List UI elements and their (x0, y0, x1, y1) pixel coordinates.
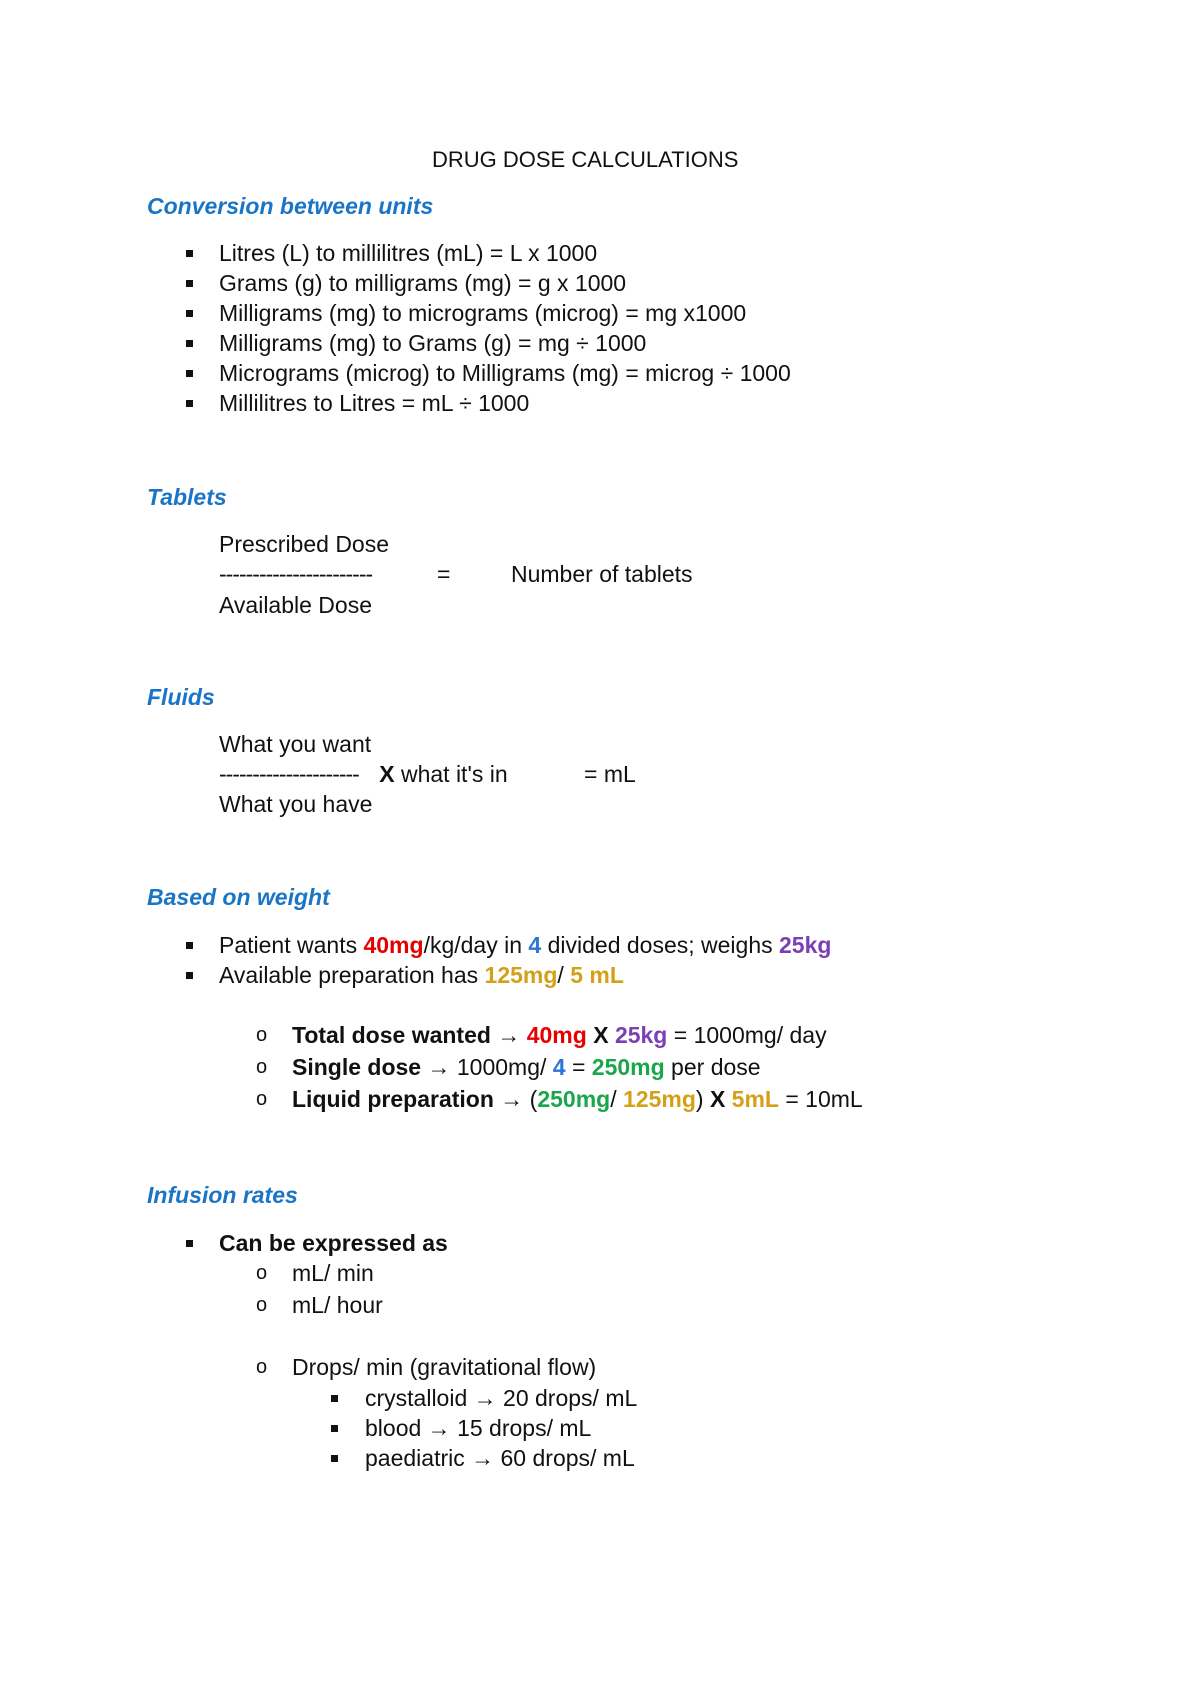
arrow-right-icon: → (427, 1054, 451, 1080)
list-item: Micrograms (microg) to Milligrams (mg) = microg ÷ 1000 (219, 360, 791, 386)
liquid-label: Liquid preparation (292, 1086, 494, 1112)
liquid-amount: 125mg (623, 1086, 696, 1112)
fluids-fraction-line: --------------------- (219, 761, 359, 787)
total-weight: 25kg (614, 1022, 668, 1048)
available-text: Available preparation has (219, 962, 485, 988)
liquid-text: / (610, 1086, 623, 1112)
available-amount: 125mg (484, 962, 558, 988)
tablets-fraction-line: ----------------------- (219, 561, 373, 587)
square-bullet-icon (186, 942, 193, 949)
drop-item (365, 1414, 591, 1442)
patient-divisions: 4 (528, 932, 542, 958)
circle-bullet-icon: o (256, 1294, 268, 1316)
total-result: = 1000mg/ day (667, 1022, 827, 1048)
fluids-formula-line (219, 760, 508, 788)
square-bullet-icon (331, 1395, 338, 1402)
square-bullet-icon (331, 1455, 338, 1462)
single-text: per dose (664, 1054, 761, 1080)
tablets-numerator: Prescribed Dose (219, 531, 390, 557)
circle-bullet-icon: o (256, 1024, 268, 1046)
fluids-numerator: What you want (219, 731, 372, 757)
tablets-result: Number of tablets (511, 561, 693, 587)
liquid-text: ( (523, 1086, 538, 1112)
circle-bullet-icon: o (256, 1262, 268, 1284)
page-title: DRUG DOSE CALCULATIONS (432, 147, 739, 172)
circle-bullet-icon: o (256, 1356, 268, 1378)
list-item: Grams (g) to milligrams (mg) = g x 1000 (219, 270, 627, 296)
liquid-dose: 250mg (537, 1086, 611, 1112)
fluids-denominator: What you have (219, 791, 373, 817)
list-item: Milligrams (mg) to micrograms (microg) = mg x1000 (219, 300, 747, 326)
square-bullet-icon (186, 310, 193, 317)
available-volume: 5 mL (570, 962, 624, 988)
liquid-result: = 10mL (778, 1086, 863, 1112)
list-item: Litres (L) to millilitres (mL) = L x 1000 (219, 240, 598, 266)
arrow-right-icon: → (497, 1022, 521, 1048)
single-dose-line (292, 1053, 761, 1081)
square-bullet-icon (186, 400, 193, 407)
drop-name: paediatric (365, 1445, 465, 1471)
liquid-volume: 5mL (731, 1086, 779, 1112)
infusion-drops: Drops/ min (gravitational flow) (292, 1354, 597, 1380)
fluids-result: = mL (584, 761, 636, 787)
single-divisions: 4 (552, 1054, 566, 1080)
section-heading-fluids: Fluids (147, 684, 215, 710)
fluids-times: X (379, 761, 395, 787)
available-line (219, 961, 624, 989)
square-bullet-icon (331, 1425, 338, 1432)
square-bullet-icon (186, 340, 193, 347)
section-heading-conversion: Conversion between units (147, 193, 434, 219)
patient-text: /kg/day in (423, 932, 529, 958)
drop-rate: 20 drops/ mL (503, 1385, 638, 1411)
drop-name: crystalloid (365, 1385, 468, 1411)
section-heading-tablets: Tablets (147, 484, 227, 510)
circle-bullet-icon: o (256, 1056, 268, 1078)
infusion-unit-item: mL/ min (292, 1260, 374, 1286)
single-text: 1000mg/ (450, 1054, 553, 1080)
patient-text: Patient wants (219, 932, 364, 958)
tablets-denominator: Available Dose (219, 592, 373, 618)
drop-rate: 15 drops/ mL (457, 1415, 592, 1441)
fluids-times-rest: what it's in (400, 761, 508, 787)
section-heading-infusion: Infusion rates (147, 1182, 298, 1208)
drop-name: blood (365, 1415, 422, 1441)
single-label: Single dose (292, 1054, 422, 1080)
square-bullet-icon (186, 250, 193, 257)
arrow-right-icon: → (473, 1385, 497, 1411)
patient-dose: 40mg (363, 932, 424, 958)
arrow-right-icon: → (500, 1086, 524, 1112)
arrow-right-icon: → (427, 1415, 451, 1441)
available-text: / (557, 962, 571, 988)
total-dose-line (292, 1021, 827, 1049)
patient-text: divided doses; weighs (541, 932, 780, 958)
arrow-right-icon: → (471, 1445, 495, 1471)
square-bullet-icon (186, 280, 193, 287)
drop-item (365, 1444, 635, 1472)
infusion-expressed: Can be expressed as (219, 1230, 448, 1256)
infusion-unit-item: mL/ hour (292, 1292, 383, 1318)
total-dose: 40mg (526, 1022, 587, 1048)
drop-rate: 60 drops/ mL (500, 1445, 635, 1471)
square-bullet-icon (186, 972, 193, 979)
liquid-text: ) (695, 1086, 704, 1112)
patient-line (219, 931, 831, 959)
liquid-x: X (709, 1086, 726, 1112)
list-item: Milligrams (mg) to Grams (g) = mg ÷ 1000 (219, 330, 647, 356)
tablets-equals: = (437, 561, 451, 587)
drop-item (365, 1384, 637, 1412)
circle-bullet-icon: o (256, 1088, 268, 1110)
liquid-prep-line (292, 1085, 863, 1113)
square-bullet-icon (186, 1240, 193, 1247)
total-label: Total dose wanted (292, 1022, 491, 1048)
section-heading-weight: Based on weight (147, 884, 330, 910)
list-item: Millilitres to Litres = mL ÷ 1000 (219, 390, 530, 416)
patient-weight: 25kg (779, 932, 832, 958)
square-bullet-icon (186, 370, 193, 377)
single-dose: 250mg (591, 1054, 665, 1080)
single-text: = (565, 1054, 592, 1080)
total-x: X (593, 1022, 609, 1048)
